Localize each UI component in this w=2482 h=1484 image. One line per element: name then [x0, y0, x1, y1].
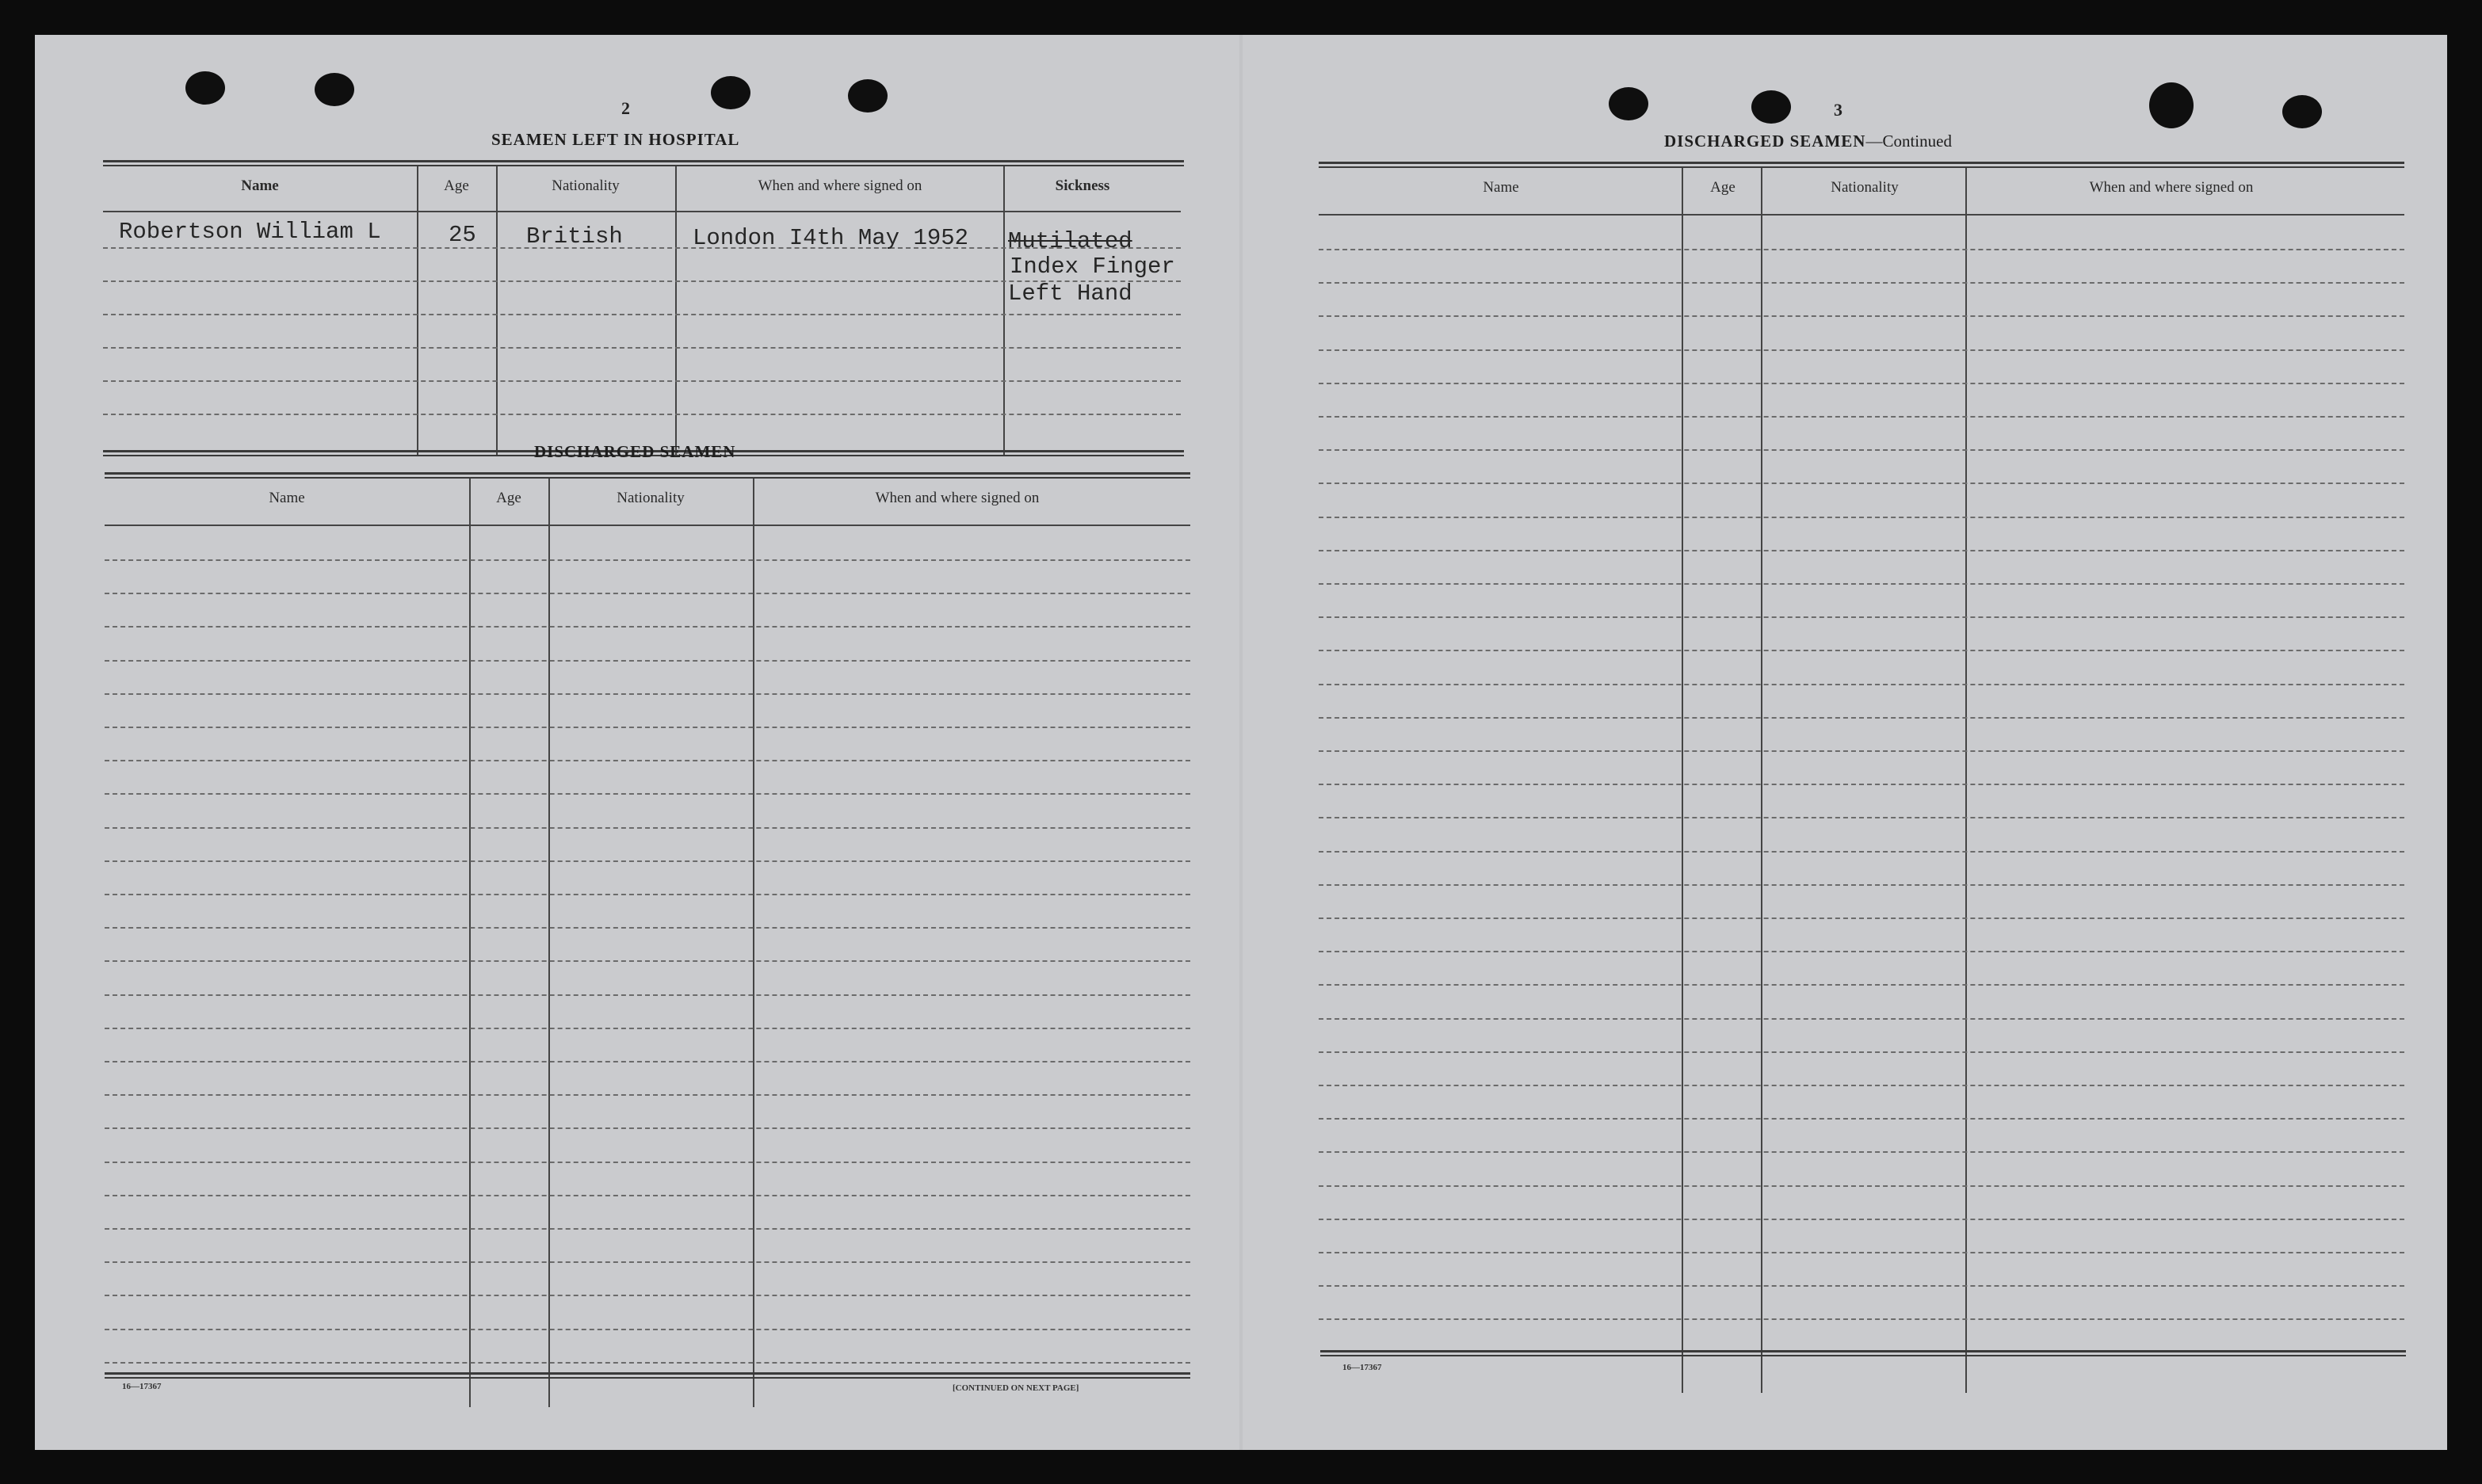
- row-line: [1319, 1018, 2404, 1020]
- form-number-left: 16—17367: [122, 1382, 162, 1391]
- column-divider: [1965, 168, 1967, 1393]
- row-line: [105, 593, 1190, 594]
- discharged-header-name: Name: [269, 490, 305, 506]
- row-line: [105, 660, 1190, 662]
- column-divider: [469, 479, 471, 1407]
- column-divider: [753, 479, 754, 1407]
- row-line: [1319, 1118, 2404, 1120]
- row-line: [1319, 383, 2404, 384]
- column-divider: [417, 166, 418, 455]
- row-line: [105, 827, 1190, 829]
- discharged-header-nationality: Nationality: [617, 490, 685, 506]
- row-line: [1319, 851, 2404, 853]
- punch-hole: [185, 71, 225, 105]
- row-line: [105, 927, 1190, 929]
- row-line: [103, 314, 1181, 315]
- row-line: [1319, 449, 2404, 451]
- punch-hole: [848, 79, 888, 113]
- row-line: [1319, 249, 2404, 250]
- column-divider: [1761, 168, 1762, 1393]
- row-line: [1319, 1085, 2404, 1086]
- rule: [1319, 166, 2404, 168]
- column-divider: [548, 479, 550, 1407]
- discharged-title: DISCHARGED SEAMEN: [534, 442, 736, 461]
- row-line: [105, 994, 1190, 996]
- row-line: [1319, 717, 2404, 719]
- row-line: [105, 1295, 1190, 1296]
- rule: [103, 165, 1184, 166]
- rule: [105, 1377, 1190, 1379]
- page-number-left: 2: [621, 98, 630, 118]
- rule: [1320, 1355, 2406, 1356]
- row-line: [1319, 616, 2404, 618]
- row-line: [1319, 684, 2404, 685]
- row-line: [103, 347, 1181, 349]
- row-line: [1319, 817, 2404, 818]
- column-divider: [1003, 166, 1005, 455]
- row-line: [1319, 517, 2404, 518]
- row-line: [105, 693, 1190, 695]
- row-line: [1319, 416, 2404, 418]
- row-line: [105, 1261, 1190, 1263]
- column-divider: [496, 166, 498, 455]
- rule: [105, 477, 1190, 479]
- hospital-entry-signed-on: London I4th May 1952: [693, 225, 969, 251]
- continued-note: [CONTINUED ON NEXT PAGE]: [953, 1383, 1079, 1393]
- row-line: [1319, 1151, 2404, 1153]
- hospital-header-age: Age: [444, 177, 469, 194]
- row-line: [1319, 1185, 2404, 1187]
- hospital-header-nationality: Nationality: [552, 177, 620, 194]
- hospital-entry-sickness-line3: Left Hand: [1008, 280, 1132, 307]
- column-divider: [675, 166, 677, 455]
- discharged-continued-title: DISCHARGED SEAMEN: [1664, 132, 1866, 151]
- row-line: [1319, 951, 2404, 952]
- right-header-signed-on: When and where signed on: [2089, 179, 2254, 196]
- punch-hole: [1609, 87, 1648, 120]
- row-line: [105, 860, 1190, 862]
- hospital-entry-age: 25: [449, 222, 476, 248]
- hospital-entry-sickness-line2: Index Finger: [1010, 254, 1175, 280]
- punch-hole: [315, 73, 354, 106]
- row-line: [105, 1094, 1190, 1096]
- row-line: [1319, 784, 2404, 785]
- rule: [1319, 214, 2404, 216]
- rule: [105, 1372, 1190, 1375]
- column-divider: [1682, 168, 1683, 1393]
- document-sheet: [35, 35, 2447, 1450]
- continued-suffix: —Continued: [1865, 132, 1952, 151]
- row-line: [1319, 583, 2404, 585]
- right-header-nationality: Nationality: [1831, 179, 1899, 196]
- rule: [1319, 162, 2404, 164]
- row-line: [105, 626, 1190, 628]
- page-number-right: 3: [1834, 100, 1842, 120]
- row-line: [1319, 917, 2404, 919]
- row-line: [1319, 483, 2404, 484]
- punch-hole: [711, 76, 750, 109]
- row-line: [105, 760, 1190, 761]
- row-line: [105, 1028, 1190, 1029]
- page-gutter: [1239, 35, 1243, 1450]
- row-line: [1319, 1051, 2404, 1053]
- row-line: [1319, 750, 2404, 752]
- row-line: [1319, 1285, 2404, 1287]
- row-line: [105, 727, 1190, 728]
- row-line: [1319, 1252, 2404, 1253]
- row-line: [105, 1127, 1190, 1129]
- hospital-header-signed-on: When and where signed on: [758, 177, 922, 194]
- row-line: [1319, 349, 2404, 351]
- discharged-header-signed-on: When and where signed on: [875, 490, 1040, 506]
- row-line: [1319, 984, 2404, 986]
- rule: [103, 160, 1184, 162]
- row-line: [1319, 315, 2404, 317]
- row-line: [1319, 1318, 2404, 1320]
- row-line: [103, 380, 1181, 382]
- rule: [1320, 1350, 2406, 1352]
- row-line: [105, 1162, 1190, 1163]
- right-header-age: Age: [1710, 179, 1735, 196]
- row-line: [105, 559, 1190, 561]
- rule: [105, 472, 1190, 475]
- hospital-header-sickness: Sickness: [1055, 177, 1110, 194]
- row-line: [1319, 1219, 2404, 1220]
- hospital-entry-name: Robertson William L: [119, 219, 381, 245]
- hospital-title: SEAMEN LEFT IN HOSPITAL: [491, 130, 740, 149]
- discharged-header-age: Age: [496, 490, 521, 506]
- row-line: [1319, 884, 2404, 886]
- hospital-header-name: Name: [241, 177, 279, 194]
- row-line: [105, 960, 1190, 962]
- rule: [105, 525, 1190, 526]
- punch-hole: [1751, 90, 1791, 124]
- hospital-entry-sickness-line1: Mutilated: [1008, 228, 1132, 254]
- row-line: [103, 414, 1181, 415]
- row-line: [105, 793, 1190, 795]
- row-line: [1319, 282, 2404, 284]
- row-line: [1319, 550, 2404, 551]
- punch-hole: [2149, 82, 2194, 128]
- right-header-name: Name: [1483, 179, 1519, 196]
- row-line: [105, 1329, 1190, 1330]
- punch-hole: [2282, 95, 2322, 128]
- row-line: [105, 894, 1190, 895]
- row-line: [105, 1195, 1190, 1196]
- hospital-entry-nationality: British: [526, 223, 623, 250]
- rule: [103, 211, 1181, 212]
- row-line: [105, 1061, 1190, 1062]
- row-line: [105, 1228, 1190, 1230]
- row-line: [1319, 650, 2404, 651]
- row-line: [105, 1362, 1190, 1364]
- form-number-right: 16—17367: [1342, 1363, 1382, 1372]
